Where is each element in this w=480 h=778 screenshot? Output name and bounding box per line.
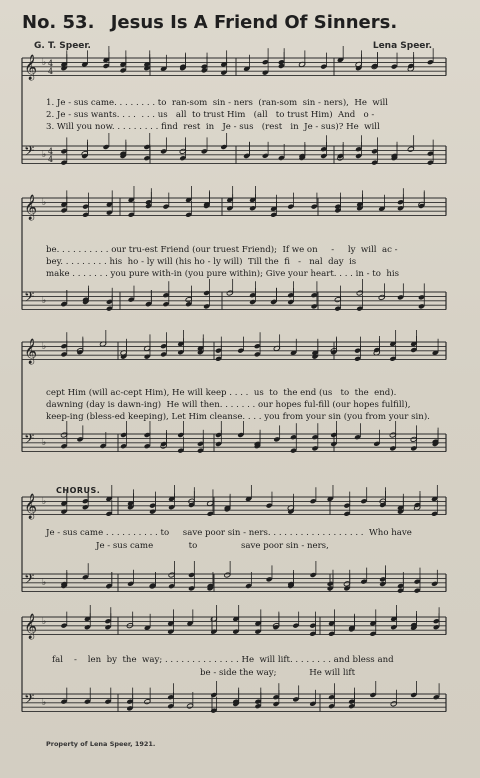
flat-sign-icon: ♭: [42, 198, 47, 208]
time-signature: 4: [48, 155, 54, 164]
lyric-line: 1. Je - sus came. . . . . . . . to ran-som sin - ners (ran-som sin - ners), He will: [46, 98, 389, 108]
bass-clef-icon: 𝄢: [24, 289, 35, 308]
chorus-label: CHORUS.: [56, 486, 101, 495]
flat-sign-icon: ♭: [42, 150, 47, 160]
flat-sign-icon: ♭: [42, 698, 47, 708]
lyric-line: 2. Je - sus wants. . . . . . . us all to trust Him (all to trust Him) And o -: [46, 110, 375, 120]
lyric-line: bey. . . . . . . . . his ho - ly will (his ho - ly will) Till the fi - nal day is: [46, 257, 357, 267]
flat-sign-icon: ♭: [42, 58, 47, 68]
lyric-line: dawning (day is dawn-ing) He will then. . . . . . . our hopes ful-fill (our hopes fulfill),: [46, 400, 411, 410]
flat-sign-icon: ♭: [42, 342, 47, 352]
treble-clef-icon: 𝄞: [24, 339, 38, 364]
lyric-line: cept Him (will ac-cept Him), He will keep . . . . us to the end (us to the end).: [46, 388, 397, 398]
bass-clef-icon: 𝄢: [24, 431, 35, 450]
treble-clef-icon: 𝄞: [24, 494, 38, 519]
hymn-title: Jesus Is A Friend Of Sinners.: [110, 12, 398, 33]
flat-sign-icon: ♭: [42, 438, 47, 448]
bass-clef-icon: 𝄢: [24, 691, 35, 710]
lyric-line: fal - len by the way; . . . . . . . . . . . . . . He will lift. . . . . . . . and bless and: [52, 655, 394, 665]
time-signature: 4: [48, 67, 54, 76]
lyric-line: Je - sus came . . . . . . . . . . to save poor sin - ners. . . . . . . . . . . . . . . . . . Who have: [46, 528, 412, 538]
bass-clef-icon: 𝄢: [24, 143, 35, 162]
lyric-line: be. . . . . . . . . . our tru-est Friend (our truest Friend); If we on - ly will ac -: [46, 245, 398, 255]
flat-sign-icon: ♭: [42, 617, 47, 627]
lyric-line: Je - sus came to save poor sin - ners,: [96, 541, 329, 551]
lyric-line: be - side the way; He will lift: [200, 668, 356, 678]
copyright-footer: Property of Lena Speer, 1921.: [46, 740, 156, 748]
treble-clef-icon: 𝄞: [24, 195, 38, 220]
treble-clef-icon: 𝄞: [24, 55, 38, 80]
time-signature: 4: [48, 147, 54, 156]
bass-clef-icon: 𝄢: [24, 571, 35, 590]
flat-sign-icon: ♭: [42, 296, 47, 306]
composer-credit: Lena Speer.: [372, 41, 432, 51]
lyric-line: keep-ing (bless-ed keeping), Let Him cleanse. . . . you from your sin (you from your sin).: [46, 412, 430, 422]
lyric-line: 3. Will you now. . . . . . . . . find rest in Je - sus (rest in Je - sus)? He will: [46, 122, 380, 132]
flat-sign-icon: ♭: [42, 497, 47, 507]
time-signature: 4: [48, 59, 54, 68]
treble-clef-icon: 𝄞: [24, 614, 38, 639]
flat-sign-icon: ♭: [42, 578, 47, 588]
lyric-line: make . . . . . . . you pure with-in (you pure within); Give your heart. . . . in - to his: [46, 269, 400, 279]
lyricist-credit: G. T. Speer.: [34, 41, 91, 51]
hymn-number: No. 53.: [22, 12, 95, 33]
